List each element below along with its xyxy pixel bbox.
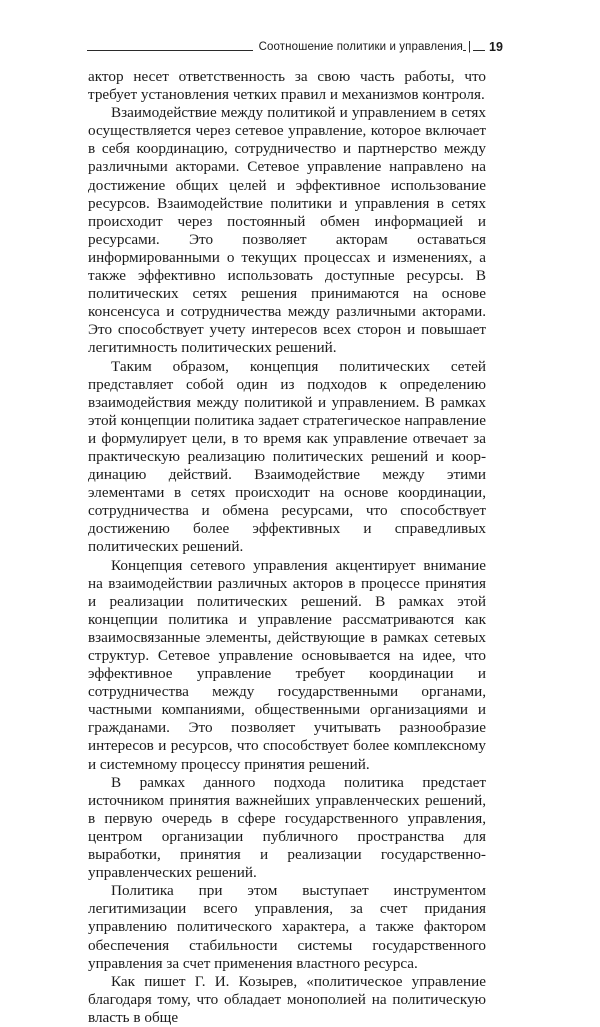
paragraph: Политика при этом выступает инструментом легитимизации всего управления, за счет придания управлению политического характера, а также фактором обеспечения стабильности системы государственного управления за счет применения властного ресурса.	[88, 882, 486, 972]
paragraph: В рамках данного подхода политика предстает источником принятия важнейших управленческих решений, в первую очередь в сфере государственного управления, центром организации публичного пространства для выработки, принятия и реализации государственно-управленческих решений.	[88, 773, 486, 882]
page-number: 19	[489, 40, 503, 54]
paragraph: Взаимодействие между политикой и управлением в сетях осуществляется через сетевое управление, которое включает в себя координацию, сотрудничество и партнерство между различными акторами. Сетевое управление направлено на достижение общих целей и эффективное использование ресурсов. Взаимодействие политики и управления в сетях происходит через постоянный обмен информацией и ресурсами. Это позволяет акторам оставаться информированными о текущих процессах и изменениях, а также эффективно использовать доступные ресурсы. В политических сетях решения принимаются на основе консенсуса и сотрудничества между различными акторами. Это способствует учету интересов всех сторон и повышает легитимность политических решений.	[88, 104, 486, 357]
running-title: Соотношение политики и управления	[253, 41, 463, 53]
paragraph-continuation: актор несет ответственность за свою часть работы, что требует установления четких правил и механизмов контроля.	[88, 68, 486, 104]
body-text	[88, 68, 486, 1027]
running-header	[0, 40, 600, 66]
header-separator: |	[468, 41, 471, 53]
paragraph: Таким образом, концепция политических сетей представляет собой один из подходов к определению взаимодействия между политикой и управлением. В рамках этой концепции политика задает стратегическое направление и формулирует цели, в то время как управление отвечает за практическую реализацию политических решений и координацию действий. Взаимодействие между этими элементами в сетях происходит на основе координации, сотрудничества и обмена ресурсами, что способствует достижению более эффективных и справедливых политических решений.	[88, 357, 486, 556]
paragraph: Концепция сетевого управления акцентирует внимание на взаимодействии различных акторов в процессе принятия и реализации политических решений. В рамках этой концепции политика и управление рассматриваются как взаимосвязанные элементы, действующие в рамках сетевых структур. Сетевое управление основывается на идее, что эффективное управление требует координации и сотрудничества между государственными органами, частными компаниями, общественными организациями и гражданами. Это позволяет учитывать разнообразие интересов и ресурсов, что способствует более комплексному и системному процессу принятия решений.	[88, 556, 486, 773]
paragraph: Как пишет Г. И. Козырев, «политическое управление благодаря тому, что обладает монополией на политическую власть в обще	[88, 972, 486, 1026]
